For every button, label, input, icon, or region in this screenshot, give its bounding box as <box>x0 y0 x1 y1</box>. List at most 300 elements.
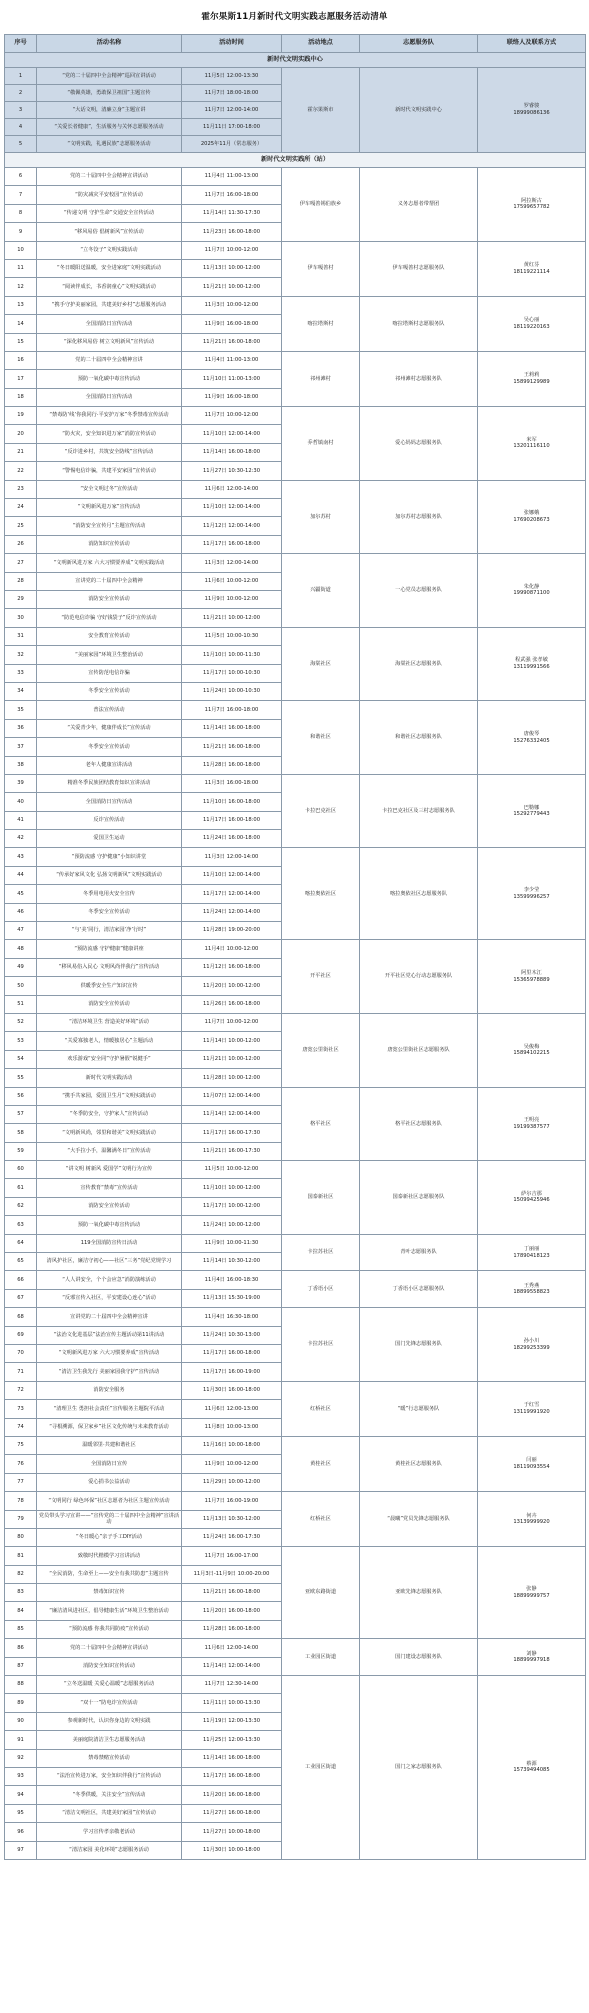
activity-name: “清洁文明社区，共建美好家园”宣传活动 <box>37 1804 182 1822</box>
contact-person: 米军 13201116110 <box>478 407 586 481</box>
row-number: 97 <box>5 1841 37 1859</box>
activity-time: 11月10日 16:00-18:00 <box>182 793 282 811</box>
row-number: 32 <box>5 646 37 664</box>
activity-time: 11月17日 16:00-18:00 <box>182 535 282 553</box>
activity-location: 祁州滩村 <box>282 351 360 406</box>
row-number: 53 <box>5 1032 37 1050</box>
activity-location: 伊车嘎善锡伯族乡 <box>282 168 360 242</box>
activity-time: 11月7日 16:00-19:00 <box>182 1492 282 1510</box>
activity-name: “清洁环境卫生 营造美好环境”活动 <box>37 1013 182 1031</box>
row-number: 83 <box>5 1584 37 1602</box>
activity-name: “预防流感 你我共同防疫”宣传活动 <box>37 1620 182 1638</box>
header-row <box>5 35 586 53</box>
row-number: 46 <box>5 903 37 921</box>
contact-person: 丁丽丽 17890418123 <box>478 1234 586 1271</box>
contact-person: 朱化静 19990871100 <box>478 554 586 628</box>
row-number: 76 <box>5 1455 37 1473</box>
contact-person: 何卉 13139999920 <box>478 1492 586 1547</box>
activity-time: 11月21日 16:00-18:00 <box>182 738 282 756</box>
activity-name: “预防流感 守护健康”健康讲座 <box>37 940 182 958</box>
row-number: 66 <box>5 1271 37 1289</box>
activity-name: “防火灾，安全知识进万家”消防宣传活动 <box>37 425 182 443</box>
activity-name: “清理卫生 勇担社会责任”宣传服务主题院平活动 <box>37 1400 182 1418</box>
activity-name: “清洁卫生我先行 美丽家园我守护”宣传活动 <box>37 1363 182 1381</box>
table-row <box>5 848 586 866</box>
row-number: 62 <box>5 1197 37 1215</box>
volunteer-team: 卡拉巴克社区及三村志愿服务队 <box>360 774 478 848</box>
row-number: 64 <box>5 1234 37 1252</box>
activity-time: 11月7日 10:00-12:00 <box>182 407 282 425</box>
activity-name: “关爱长者健康”，生活服务与关怀志愿服务活动 <box>37 119 182 136</box>
activity-name: “美丽家园”环境卫生整治活动 <box>37 646 182 664</box>
activity-time: 11月07日 12:00-14:00 <box>182 1087 282 1105</box>
activity-name: 全国消防日宣传活动 <box>37 388 182 406</box>
section-title: 新时代文明实践所（站） <box>5 153 586 168</box>
activity-name: 冬季安全宣传活动 <box>37 903 182 921</box>
activity-time: 11月13日 10:30-12:00 <box>182 1510 282 1528</box>
activity-time: 11月24日 10:00-12:00 <box>182 1216 282 1234</box>
row-number: 47 <box>5 922 37 940</box>
activity-name: “文明同行 绿色环保”社区志愿者为社区主题宣传活动 <box>37 1492 182 1510</box>
header-contact: 联络人及联系方式 <box>478 35 586 53</box>
activity-name: “大手拉小手，温馨满冬日”宣传活动 <box>37 1142 182 1160</box>
activity-time: 11月21日 10:00-12:00 <box>182 1050 282 1068</box>
activity-time: 11月12日 12:00-14:00 <box>182 517 282 535</box>
activity-name: “文明新风进万家 六大习惯要养成”文明实践活动 <box>37 554 182 572</box>
activity-name: 冬季安全宣传活动 <box>37 738 182 756</box>
activity-time: 11月10日 10:00-12:00 <box>182 1179 282 1197</box>
activity-name: “大话文明，清廉立身”主题宣讲 <box>37 102 182 119</box>
activity-time: 11月3日 12:00-14:00 <box>182 554 282 572</box>
row-number: 90 <box>5 1712 37 1730</box>
contact-person: 孙小川 18299253399 <box>478 1308 586 1382</box>
volunteer-team: 海棠社区志愿服务队 <box>360 627 478 701</box>
activity-time: 11月7日 12:00-14:00 <box>182 102 282 119</box>
row-number: 35 <box>5 701 37 719</box>
activity-location: 黄桂社区 <box>282 1436 360 1491</box>
volunteer-team: 爱心妈妈志愿服务队 <box>360 407 478 481</box>
table-row <box>5 1234 586 1252</box>
activity-location: 红桥社区 <box>282 1381 360 1436</box>
activity-time: 11月12日 16:00-18:00 <box>182 958 282 976</box>
row-number: 38 <box>5 756 37 774</box>
row-number: 11 <box>5 259 37 277</box>
row-number: 94 <box>5 1786 37 1804</box>
activity-name: 学习宣传孝亲敬老活动 <box>37 1823 182 1841</box>
activity-name: 冬季安全宣传活动 <box>37 682 182 700</box>
table-row <box>5 1013 586 1031</box>
activity-name: “移风易俗入民心 文明风尚伴我行”宣传活动 <box>37 958 182 976</box>
table-row <box>5 1161 586 1179</box>
row-number: 61 <box>5 1179 37 1197</box>
activity-name: “立冬饺子”文明实践活动 <box>37 241 182 259</box>
row-number: 1 <box>5 68 37 85</box>
row-number: 27 <box>5 554 37 572</box>
table-row <box>5 241 586 259</box>
table-row <box>5 168 586 186</box>
section-row <box>5 153 586 168</box>
activity-name: 新时代文明实践活动 <box>37 1069 182 1087</box>
contact-person: 唐俊琴 15276332405 <box>478 701 586 775</box>
activity-location: 国泰新社区 <box>282 1161 360 1235</box>
activity-time: 11月25日 12:00-13:30 <box>182 1731 282 1749</box>
activity-time: 11月28日 16:00-18:00 <box>182 756 282 774</box>
activity-name: 宣传教育“禁毒”宣传活动 <box>37 1179 182 1197</box>
activity-time: 11月10日 11:00-13:00 <box>182 370 282 388</box>
activity-time: 11月5日 10:00-10:30 <box>182 627 282 645</box>
activity-time: 11月4日 11:00-13:00 <box>182 168 282 186</box>
activity-time: 11月13日 15:30-19:00 <box>182 1289 282 1307</box>
row-number: 30 <box>5 609 37 627</box>
table-row <box>5 1639 586 1657</box>
row-number: 25 <box>5 517 37 535</box>
activity-name: 欢乐游戏“安全同”守护暑假“锐健手” <box>37 1050 182 1068</box>
activity-name: “防灾减灾平安校园”宣传活动 <box>37 186 182 204</box>
row-number: 37 <box>5 738 37 756</box>
activity-location: 喀拉奥依社区 <box>282 848 360 940</box>
activity-location: 乔哲镇南村 <box>282 407 360 481</box>
row-number: 84 <box>5 1602 37 1620</box>
activity-time: 11月29日 10:00-12:00 <box>182 1473 282 1491</box>
contact-person: 王秀燕 18899558823 <box>478 1271 586 1308</box>
row-number: 49 <box>5 958 37 976</box>
activity-name: “与‘美’同行，清洁家园‘净’行时” <box>37 922 182 940</box>
activity-name: “立冬送温暖 关爱心温暖”志愿服务活动 <box>37 1676 182 1694</box>
volunteer-team: 亚欧先锋志愿服务队 <box>360 1547 478 1639</box>
activity-time: 11月7日 16:00-18:00 <box>182 701 282 719</box>
activity-name: “禁毒防‘线’你我同行·平安护万家”冬季禁毒宣传活动 <box>37 407 182 425</box>
activity-name: 温暖邻里·共建和谐社区 <box>37 1436 182 1454</box>
activity-name: 消防知识宣传活动 <box>37 535 182 553</box>
activity-time: 11月24日 12:00-14:00 <box>182 903 282 921</box>
row-number: 10 <box>5 241 37 259</box>
activity-location: 和谐社区 <box>282 701 360 775</box>
row-number: 63 <box>5 1216 37 1234</box>
contact-person: 于红雪 13119991920 <box>478 1381 586 1436</box>
activity-name: “文明新风尚，邻里和谐美”文明实践活动 <box>37 1124 182 1142</box>
activity-location: 卡拉巴克社区 <box>282 774 360 848</box>
table-row <box>5 1381 586 1399</box>
row-number: 86 <box>5 1639 37 1657</box>
activity-time: 11月17日 16:00-18:00 <box>182 1345 282 1363</box>
row-number: 59 <box>5 1142 37 1160</box>
contact-person: 罗睿骏 18999086136 <box>478 68 586 153</box>
activity-time: 11月14日 10:30-12:00 <box>182 1253 282 1271</box>
row-number: 88 <box>5 1676 37 1694</box>
activity-name: 参观新时代，认识你身边的文明实践 <box>37 1712 182 1730</box>
row-number: 96 <box>5 1823 37 1841</box>
activity-name: “阅读伴成长，书香润童心”文明实践活动 <box>37 278 182 296</box>
table-row <box>5 68 586 85</box>
activity-location: 霍尔果斯市 <box>282 68 360 153</box>
row-number: 50 <box>5 977 37 995</box>
row-number: 85 <box>5 1620 37 1638</box>
volunteer-team: 丁香语小区志愿服务队 <box>360 1271 478 1308</box>
activity-time: 11月10日 12:00-14:00 <box>182 425 282 443</box>
row-number: 15 <box>5 333 37 351</box>
table-row <box>5 1436 586 1454</box>
volunteer-team: 格平社区志愿服务队 <box>360 1087 478 1161</box>
activity-time: 11月16日 10:00-18:00 <box>182 1436 282 1454</box>
activity-name: “反邪宣传入社区，平安建设心连心”活动 <box>37 1289 182 1307</box>
activity-time: 11月10日 10:00-11:30 <box>182 646 282 664</box>
activity-time: 11月4日 11:00-13:00 <box>182 351 282 369</box>
activity-name: “防范电信诈骗 守好钱袋子”反诈宣传活动 <box>37 609 182 627</box>
row-number: 89 <box>5 1694 37 1712</box>
row-number: 58 <box>5 1124 37 1142</box>
row-number: 70 <box>5 1345 37 1363</box>
activity-name: 反诈宣传活动 <box>37 811 182 829</box>
activity-time: 11月3日 16:00-18:00 <box>182 774 282 792</box>
activity-time: 11月28日 19:00-20:00 <box>182 922 282 940</box>
volunteer-team: “晨曦”党员先锋志愿服务队 <box>360 1492 478 1547</box>
volunteer-team: 和谐社区志愿服务队 <box>360 701 478 775</box>
contact-person: 闫丽 18119093554 <box>478 1436 586 1491</box>
row-number: 42 <box>5 830 37 848</box>
activity-name: 致敬时代楷模学习宣讲活动 <box>37 1547 182 1565</box>
section-row <box>5 53 586 68</box>
volunteer-team: 祁州滩村志愿服务队 <box>360 351 478 406</box>
activity-time: 11月7日 12:30-14:00 <box>182 1676 282 1694</box>
activity-name: “传承好家风文化 弘扬文明新风”文明实践活动 <box>37 866 182 884</box>
activity-time: 11月17日 10:00-10:30 <box>182 664 282 682</box>
activity-time: 11月9日 16:00-18:00 <box>182 388 282 406</box>
table-row <box>5 554 586 572</box>
activity-time: 11月7日 16:00-18:00 <box>182 186 282 204</box>
row-number: 60 <box>5 1161 37 1179</box>
table-row <box>5 774 586 792</box>
activity-name: “警惕电信诈骗，共建平安家园”宣传活动 <box>37 462 182 480</box>
activity-name: 119全国消防宣传日活动 <box>37 1234 182 1252</box>
volunteer-team: 国门建设志愿服务队 <box>360 1639 478 1676</box>
row-number: 24 <box>5 499 37 517</box>
activity-location: 兴疆街道 <box>282 554 360 628</box>
volunteer-team: 开平社区党心行动志愿服务队 <box>360 940 478 1014</box>
volunteer-team: “暖”行志愿服务队 <box>360 1381 478 1436</box>
row-number: 82 <box>5 1565 37 1583</box>
activity-location: 唐宽公里街社区 <box>282 1013 360 1087</box>
activity-time: 11月17日 16:00-19:00 <box>182 1363 282 1381</box>
row-number: 3 <box>5 102 37 119</box>
activity-name: “关爱青少年，健康伴成长”宣传活动 <box>37 719 182 737</box>
activity-name: 全国消防日宣传活动 <box>37 315 182 333</box>
activity-time: 11月20日 10:00-12:00 <box>182 977 282 995</box>
contact-person: 吴心丽 18119220163 <box>478 296 586 351</box>
activity-name: “关爱寡独老人，情暖独居心”主题活动 <box>37 1032 182 1050</box>
table-row <box>5 480 586 498</box>
activity-location: 伊车嘎善村 <box>282 241 360 296</box>
contact-person: 吴俊梅 15894102215 <box>478 1013 586 1087</box>
table-row <box>5 627 586 645</box>
activity-name: 老年人健康宣讲活动 <box>37 756 182 774</box>
activity-time: 11月14日 12:00-14:00 <box>182 1105 282 1123</box>
activity-location: 工业园区街道 <box>282 1676 360 1860</box>
activity-name: “文明新风进万家”宣传活动 <box>37 499 182 517</box>
contact-person: 张静 18899999757 <box>478 1547 586 1639</box>
activity-location: 红桥社区 <box>282 1492 360 1547</box>
activity-name: “反诈进乡村，共筑安全防线”宣传活动 <box>37 443 182 461</box>
activity-name: “移风易俗 倡树新风”宣传活动 <box>37 223 182 241</box>
activity-time: 11月3日 10:00-12:00 <box>182 296 282 314</box>
row-number: 31 <box>5 627 37 645</box>
row-number: 52 <box>5 1013 37 1031</box>
activity-location: 工业园区街道 <box>282 1639 360 1676</box>
activity-time: 11月11日 17:00-18:00 <box>182 119 282 136</box>
row-number: 6 <box>5 168 37 186</box>
row-number: 91 <box>5 1731 37 1749</box>
activity-name: 清风护社区，廉洁守初心——社区“三务”党纪党规学习 <box>37 1253 182 1271</box>
activity-name: 全国消防日宣传活动 <box>37 793 182 811</box>
activity-name: “讲文明 树新风 爱国学”文明行为宣传 <box>37 1161 182 1179</box>
contact-person: 王明亮 19199387577 <box>478 1087 586 1161</box>
activity-sheet <box>4 0 585 1860</box>
activity-time: 11月9日 10:00-12:00 <box>182 1455 282 1473</box>
row-number: 23 <box>5 480 37 498</box>
row-number: 8 <box>5 204 37 222</box>
row-number: 69 <box>5 1326 37 1344</box>
row-number: 41 <box>5 811 37 829</box>
activity-time: 11月28日 10:00-12:00 <box>182 1069 282 1087</box>
activity-time: 11月4日 16:00-18:30 <box>182 1271 282 1289</box>
row-number: 72 <box>5 1381 37 1399</box>
activity-name: “文明新风进万家 六大习惯要养成”宣传活动 <box>37 1345 182 1363</box>
activity-time: 11月24日 16:00-17:30 <box>182 1528 282 1546</box>
activity-time: 11月19日 12:00-13:30 <box>182 1712 282 1730</box>
activity-time: 11月14日 12:00-14:00 <box>182 1657 282 1675</box>
activity-name: 消防安全知识宣传活动 <box>37 1657 182 1675</box>
activity-time: 11月13日 10:00-12:00 <box>182 259 282 277</box>
contact-person: 程武强 张孝敏 13119991566 <box>478 627 586 701</box>
activity-name: “深化移风易俗 树立文明新风”宣传活动 <box>37 333 182 351</box>
activity-time: 11月14日 16:00-18:00 <box>182 719 282 737</box>
row-number: 67 <box>5 1289 37 1307</box>
activity-location: 卡拉苏社区 <box>282 1234 360 1271</box>
contact-person: 萨尔吉那 15099425946 <box>478 1161 586 1235</box>
row-number: 14 <box>5 315 37 333</box>
activity-time: 11月4日 16:30-18:00 <box>182 1308 282 1326</box>
activity-time: 11月17日 16:00-18:00 <box>182 1767 282 1785</box>
activity-name: “安全文明过冬”宣传活动 <box>37 480 182 498</box>
activity-name: 供暖季安全生产知识宣传 <box>37 977 182 995</box>
volunteer-team: 喀拉塔斯村志愿服务队 <box>360 296 478 351</box>
volunteer-team: 国门之家志愿服务队 <box>360 1676 478 1860</box>
row-number: 65 <box>5 1253 37 1271</box>
activity-time: 11月9日 16:00-18:00 <box>182 315 282 333</box>
row-number: 17 <box>5 370 37 388</box>
activity-time: 11月14日 10:00-12:00 <box>182 1032 282 1050</box>
section-title: 新时代文明实践中心 <box>5 53 586 68</box>
activity-name: “敬佩英雄，勇敢保卫祖国”主题宣传 <box>37 85 182 102</box>
activity-time: 11月27日 16:00-18:00 <box>182 1804 282 1822</box>
activity-time: 11月20日 16:00-18:00 <box>182 1786 282 1804</box>
volunteer-team: 加尔苏村志愿服务队 <box>360 480 478 554</box>
row-number: 34 <box>5 682 37 700</box>
row-number: 21 <box>5 443 37 461</box>
row-number: 4 <box>5 119 37 136</box>
activity-time: 11月21日 16:00-17:30 <box>182 1142 282 1160</box>
row-number: 77 <box>5 1473 37 1491</box>
volunteer-team: 国门先锋志愿服务队 <box>360 1308 478 1382</box>
activity-location: 亚欧东路街道 <box>282 1547 360 1639</box>
activity-time: 11月3日 12:00-14:00 <box>182 848 282 866</box>
activity-time: 11月6日 12:00-14:00 <box>182 1639 282 1657</box>
activity-name: 全国消防日宣传 <box>37 1455 182 1473</box>
activity-time: 11月5日 12:00-13:30 <box>182 68 282 85</box>
activity-name: 精准冬季民族团结教育知识宣讲活动 <box>37 774 182 792</box>
contact-person: 张娜娥 17690208673 <box>478 480 586 554</box>
row-number: 20 <box>5 425 37 443</box>
header-no: 序号 <box>5 35 37 53</box>
row-number: 19 <box>5 407 37 425</box>
activity-name: 禁毒知识宣传 <box>37 1584 182 1602</box>
row-number: 92 <box>5 1749 37 1767</box>
row-number: 71 <box>5 1363 37 1381</box>
activity-name: 消防安全宣传活动 <box>37 590 182 608</box>
row-number: 22 <box>5 462 37 480</box>
row-number: 93 <box>5 1767 37 1785</box>
activity-time: 11月26日 16:00-18:00 <box>182 995 282 1013</box>
row-number: 39 <box>5 774 37 792</box>
activity-time: 11月21日 16:00-18:00 <box>182 333 282 351</box>
table-row <box>5 351 586 369</box>
activity-name: 党的二十届四中全会精神宣讲活动 <box>37 168 182 186</box>
row-number: 9 <box>5 223 37 241</box>
row-number: 40 <box>5 793 37 811</box>
activity-time: 11月9日 10:00-12:00 <box>182 590 282 608</box>
row-number: 68 <box>5 1308 37 1326</box>
contact-person: 黄红芬 18119221114 <box>478 241 586 296</box>
activity-time: 11月27日 10:30-12:30 <box>182 462 282 480</box>
activity-time: 11月7日 10:00-12:00 <box>182 241 282 259</box>
table-row <box>5 1087 586 1105</box>
contact-person: 巴勒娜 15292779443 <box>478 774 586 848</box>
row-number: 80 <box>5 1528 37 1546</box>
activity-name: 美丽庭院清洁卫生志愿服务活动 <box>37 1731 182 1749</box>
row-number: 28 <box>5 572 37 590</box>
row-number: 81 <box>5 1547 37 1565</box>
row-number: 5 <box>5 136 37 153</box>
activity-name: 冬季用电用火安全宣传 <box>37 885 182 903</box>
row-number: 95 <box>5 1804 37 1822</box>
row-number: 78 <box>5 1492 37 1510</box>
activity-location: 开平社区 <box>282 940 360 1014</box>
row-number: 43 <box>5 848 37 866</box>
activity-name: “冬日暖心”亲子手工DIY活动 <box>37 1528 182 1546</box>
activity-time: 11月24日 10:30-13:00 <box>182 1326 282 1344</box>
activity-name: “清洁家园 美化环境”志愿服务活动 <box>37 1841 182 1859</box>
row-number: 29 <box>5 590 37 608</box>
row-number: 51 <box>5 995 37 1013</box>
contact-person: 蔡源 15739494085 <box>478 1676 586 1860</box>
activity-location: 加尔苏村 <box>282 480 360 554</box>
activity-name: “传递文明 守护生命”交通安全宣传活动 <box>37 204 182 222</box>
row-number: 45 <box>5 885 37 903</box>
activity-time: 11月5日 10:00-12:00 <box>182 1161 282 1179</box>
activity-name: “双十一”防电诈宣传活动 <box>37 1694 182 1712</box>
activity-location: 海棠社区 <box>282 627 360 701</box>
volunteer-team: 唐宽公里街社区志愿服务队 <box>360 1013 478 1087</box>
activity-name: 宣传防范电信诈骗 <box>37 664 182 682</box>
activity-time: 11月9日 10:00-11:30 <box>182 1234 282 1252</box>
activity-name: 预防一氧化碳中毒宣传活动 <box>37 370 182 388</box>
row-number: 2 <box>5 85 37 102</box>
header-location: 活动地点 <box>282 35 360 53</box>
table-row <box>5 1271 586 1289</box>
row-number: 18 <box>5 388 37 406</box>
activity-time: 11月11日 10:00-13:30 <box>182 1694 282 1712</box>
row-number: 54 <box>5 1050 37 1068</box>
contact-person: 王莉莉 15899129989 <box>478 351 586 406</box>
